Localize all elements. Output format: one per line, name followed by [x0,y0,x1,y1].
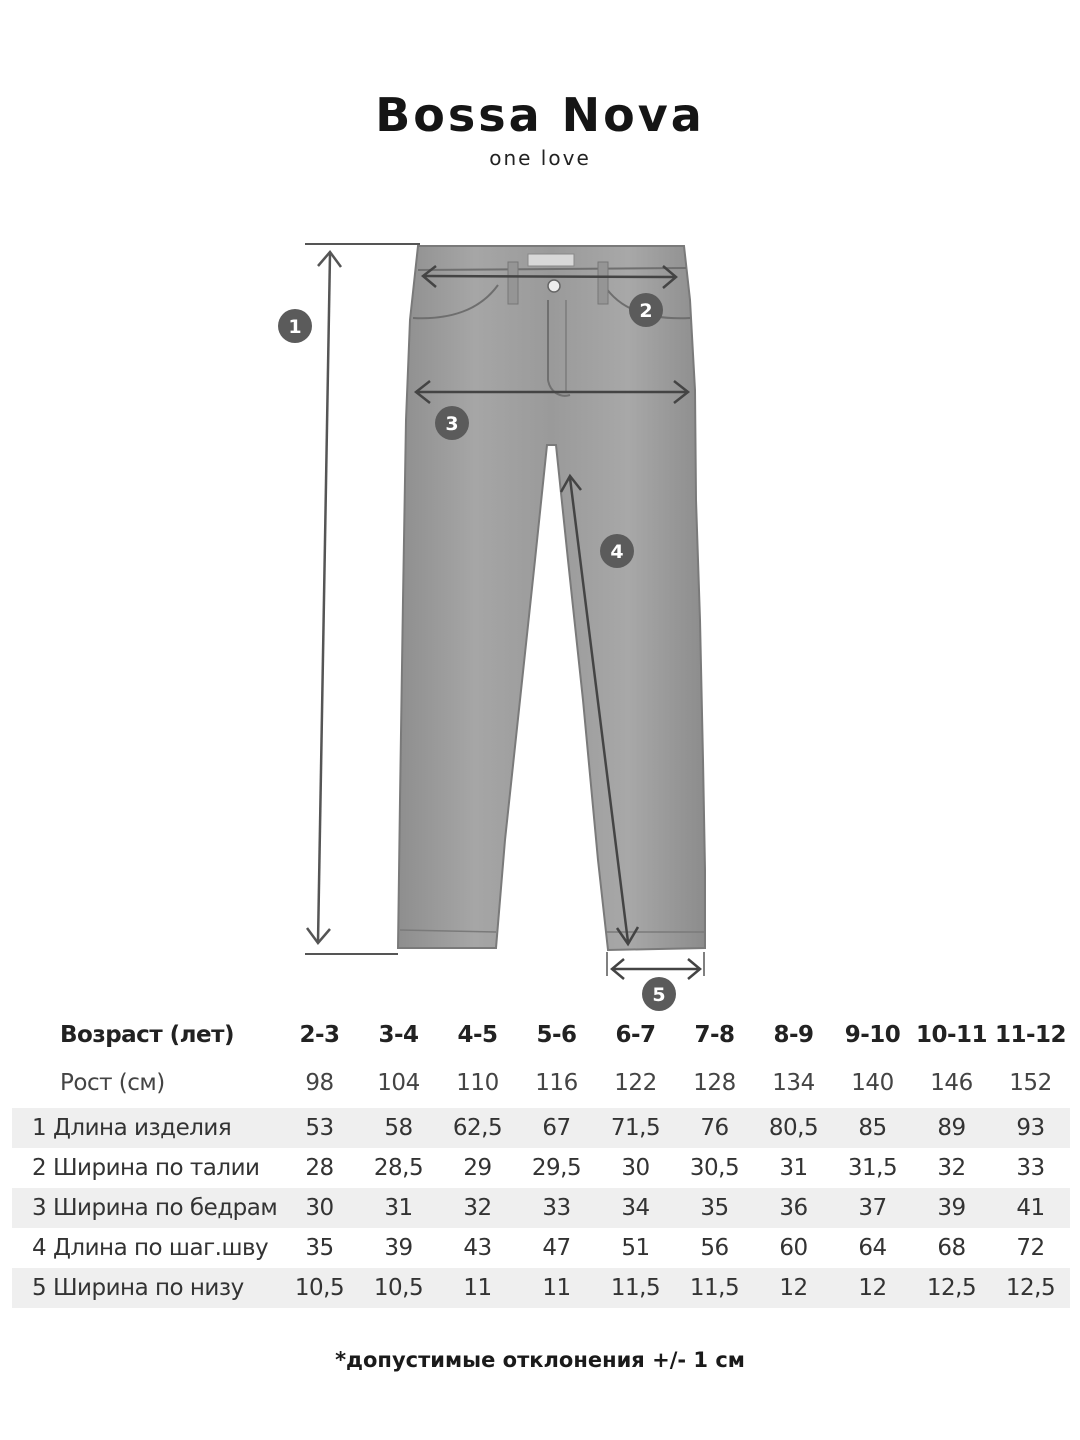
value-cell: 10,5 [359,1268,438,1308]
age-cell: 11-12 [994,1022,1067,1048]
marker-4: 4 [610,541,624,563]
value-cell: 31 [779,1155,808,1181]
value-cell: 11,5 [675,1268,754,1308]
value-cell: 60 [779,1235,808,1261]
row-label: 4 Длина по шаг.шву [32,1235,269,1261]
marker-badge-5 [642,977,676,1011]
brand-header [0,88,1080,170]
value-cell: 58 [359,1108,438,1148]
age-cell: 4-5 [457,1022,498,1048]
height-cell: 116 [535,1070,578,1096]
marker-badge-1 [278,309,312,343]
value-cell: 56 [700,1235,729,1261]
age-cell: 3-4 [378,1022,419,1048]
value-cell: 64 [858,1235,887,1261]
height-label: Рост (см) [60,1070,165,1096]
value-cell: 31 [359,1188,438,1228]
value-cell: 33 [517,1188,596,1228]
value-cell: 68 [937,1235,966,1261]
value-cell: 51 [621,1235,650,1261]
value-cell: 12 [833,1268,912,1308]
age-cell: 7-8 [694,1022,735,1048]
tolerance-note: *допустимые отклонения +/- 1 см [335,1348,745,1372]
value-cell: 41 [991,1188,1070,1228]
marker-1: 1 [288,316,302,338]
value-cell: 28,5 [373,1155,424,1181]
height-cell: 128 [693,1070,736,1096]
value-cell: 30,5 [689,1155,740,1181]
age-row [12,1012,1070,1058]
value-cell: 35 [305,1235,334,1261]
value-cell: 89 [912,1108,991,1148]
value-cell: 30 [280,1188,359,1228]
size-chart-table [12,1012,1070,1308]
value-cell: 29 [463,1155,492,1181]
measure-line-hem [607,952,704,979]
value-cell: 39 [912,1188,991,1228]
value-cell: 93 [991,1108,1070,1148]
brand-tagline: one love [489,146,591,170]
marker-5: 5 [652,984,666,1006]
age-cell: 6-7 [615,1022,656,1048]
height-cell: 98 [305,1070,334,1096]
value-cell: 53 [280,1108,359,1148]
age-cell: 2-3 [299,1022,340,1048]
value-cell: 35 [675,1188,754,1228]
value-cell: 34 [596,1188,675,1228]
jeans-illustration [398,246,705,950]
height-cell: 146 [930,1070,973,1096]
marker-badge-2 [629,293,663,327]
age-cell: 8-9 [773,1022,814,1048]
value-cell: 11 [517,1268,596,1308]
value-cell: 62,5 [438,1108,517,1148]
value-cell: 37 [833,1188,912,1228]
value-cell: 39 [384,1235,413,1261]
height-cell: 152 [1009,1070,1052,1096]
marker-badge-3 [435,406,469,440]
height-cell: 140 [851,1070,894,1096]
jeans-measurement-diagram [0,230,1080,1020]
value-cell: 12,5 [912,1268,991,1308]
value-cell: 43 [463,1235,492,1261]
height-cell: 134 [772,1070,815,1096]
marker-badge-4 [600,534,634,568]
value-cell: 47 [542,1235,571,1261]
value-cell: 11,5 [596,1268,675,1308]
table-row-inseam [12,1228,1070,1268]
value-cell: 33 [1016,1155,1045,1181]
marker-2: 2 [639,300,653,322]
value-cell: 28 [305,1155,334,1181]
row-label: 3 Ширина по бедрам [12,1188,280,1228]
height-cell: 104 [377,1070,420,1096]
table-row-waist [12,1148,1070,1188]
brand-name: Bossa Nova [375,88,705,142]
value-cell: 12,5 [991,1268,1070,1308]
height-row [12,1058,1070,1108]
row-label: 2 Ширина по талии [32,1155,260,1181]
value-cell: 76 [675,1108,754,1148]
marker-3: 3 [445,413,459,435]
value-cell: 85 [833,1108,912,1148]
value-cell: 67 [517,1108,596,1148]
value-cell: 11 [438,1268,517,1308]
height-cell: 110 [456,1070,499,1096]
value-cell: 29,5 [531,1155,582,1181]
age-cell: 10-11 [915,1022,988,1048]
table-row-hips [12,1188,1070,1228]
age-cell: 5-6 [536,1022,577,1048]
value-cell: 31,5 [847,1155,898,1181]
value-cell: 10,5 [280,1268,359,1308]
age-label: Возраст (лет) [60,1022,234,1048]
age-cell: 9-10 [844,1022,901,1048]
value-cell: 72 [1016,1235,1045,1261]
row-label: 1 Длина изделия [12,1108,280,1148]
value-cell: 71,5 [596,1108,675,1148]
value-cell: 32 [438,1188,517,1228]
value-cell: 12 [754,1268,833,1308]
value-cell: 80,5 [754,1108,833,1148]
value-cell: 36 [754,1188,833,1228]
row-label: 5 Ширина по низу [12,1268,280,1308]
height-cell: 122 [614,1070,657,1096]
table-row-hem [12,1268,1070,1308]
table-row-length [12,1108,1070,1148]
value-cell: 30 [621,1155,650,1181]
value-cell: 32 [937,1155,966,1181]
